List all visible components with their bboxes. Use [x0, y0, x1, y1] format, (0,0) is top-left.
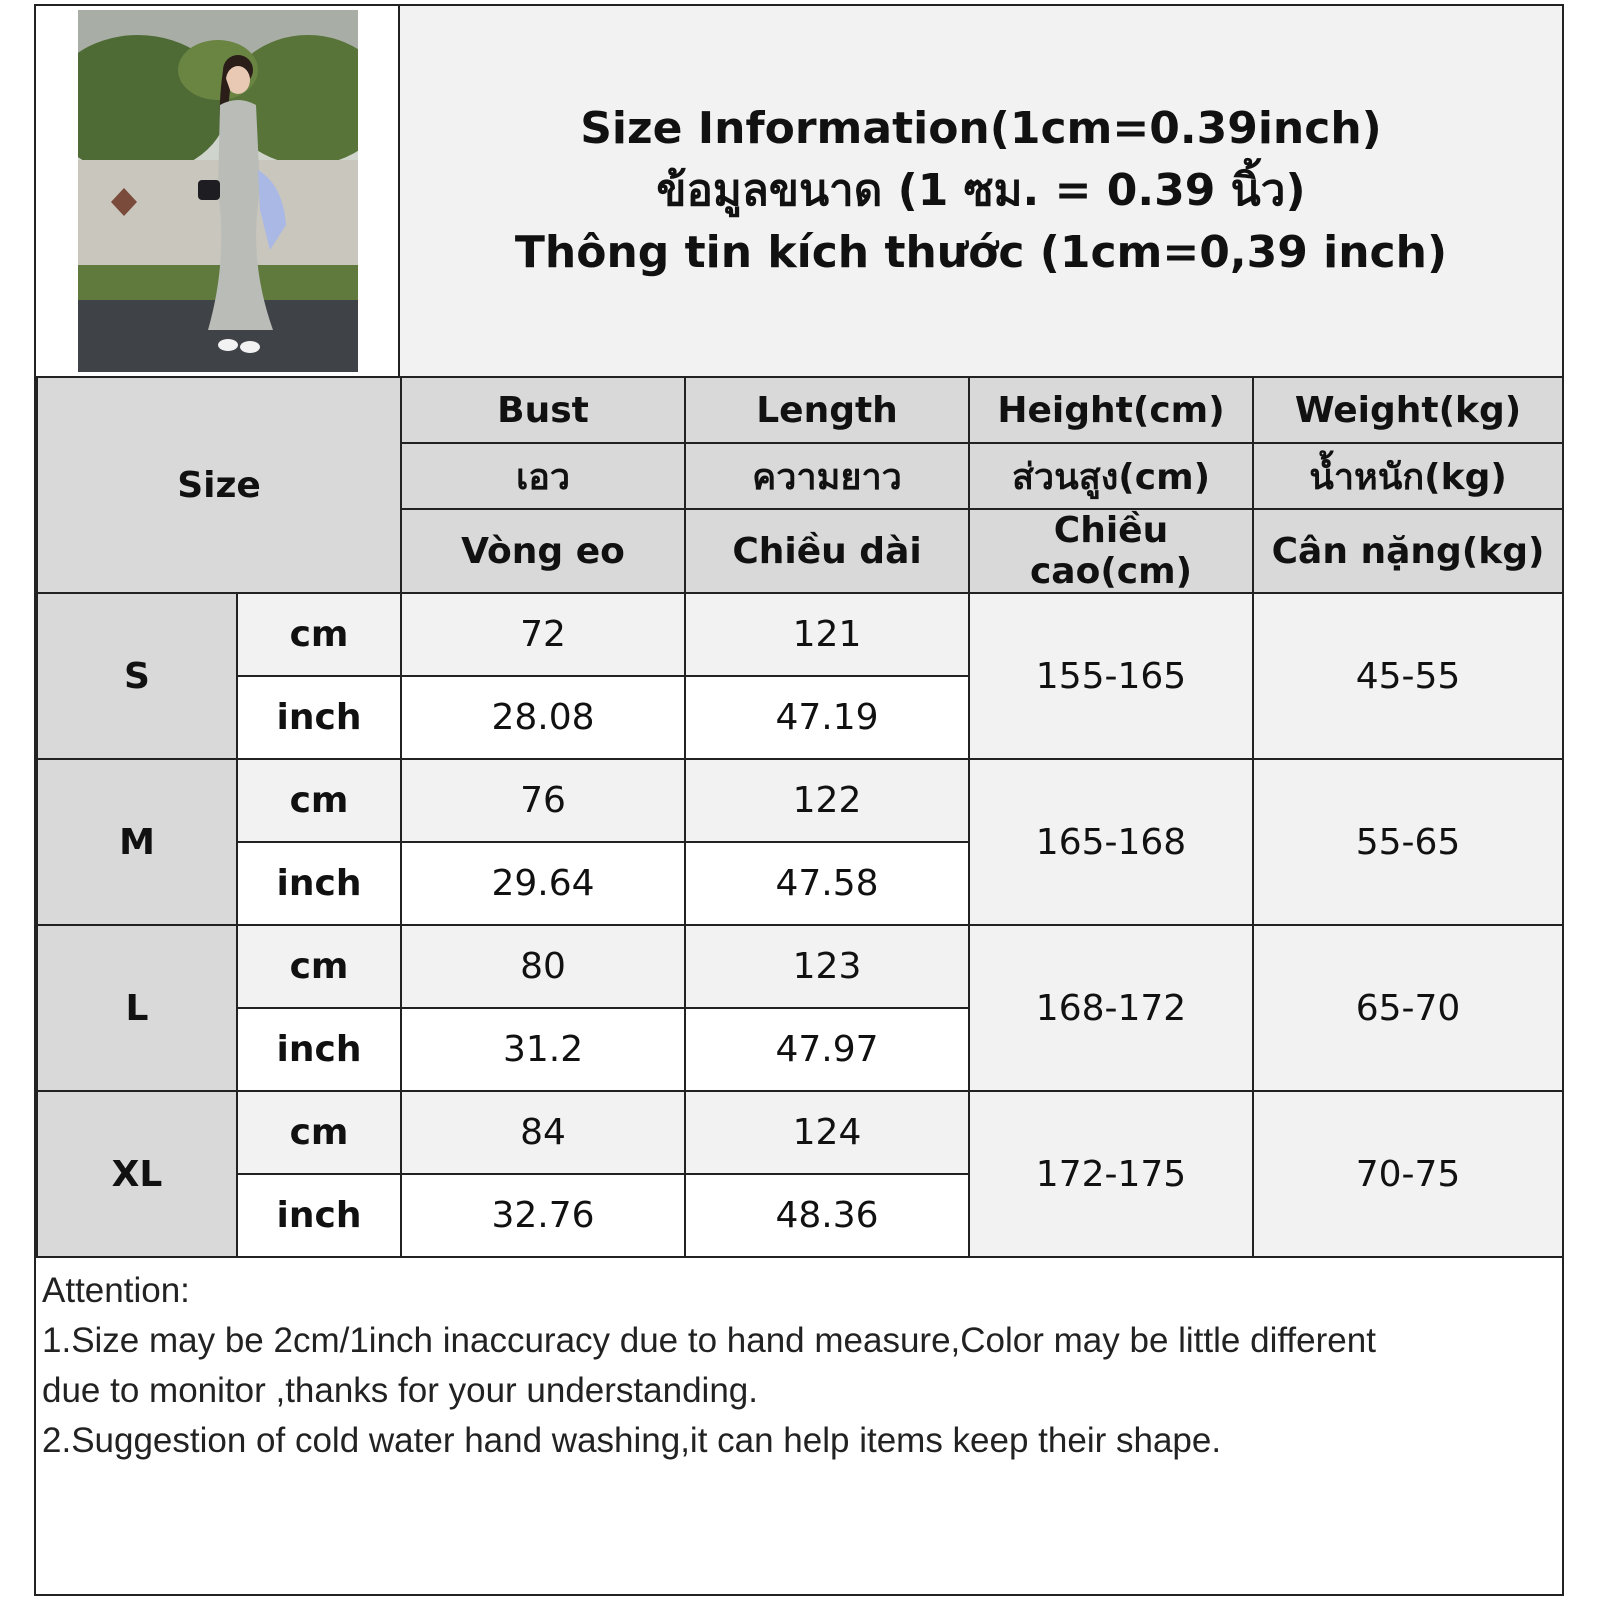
size-label-m: M [37, 759, 237, 925]
title-line-english: Size Information(1cm=0.39inch) [580, 103, 1382, 154]
notes-heading: Attention: [42, 1271, 190, 1310]
size-info-title [400, 6, 1562, 376]
product-photo [78, 10, 358, 372]
product-photo-cell [36, 6, 400, 376]
title-line-thai: ข้อมูลขนาด (1 ซม. = 0.39 นิ้ว) [656, 165, 1306, 216]
title-line-vietnamese: Thông tin kích thước (1cm=0,39 inch) [514, 227, 1448, 278]
length-inch-value: 47.19 [685, 676, 969, 759]
col-header-weight-en: Weight(kg) [1253, 377, 1563, 443]
unit-label-cm: cm [237, 759, 401, 842]
col-header-bust-vi: Vòng eo [401, 509, 685, 593]
length-inch-value: 47.97 [685, 1008, 969, 1091]
bust-cm-value: 84 [401, 1091, 685, 1174]
note-line-2: 2.Suggestion of cold water hand washing,it can help items keep their shape. [42, 1421, 1222, 1460]
col-header-height-vi: Chiều cao(cm) [969, 509, 1253, 593]
bust-inch-value: 29.64 [401, 842, 685, 925]
col-header-length-en: Length [685, 377, 969, 443]
size-label-xl: XL [37, 1091, 237, 1257]
size-header: Size [37, 377, 401, 593]
length-cm-value: 123 [685, 925, 969, 1008]
note-line-1: 1.Size may be 2cm/1inch inaccuracy due to hand measure,Color may be little different [42, 1321, 1376, 1360]
note-line-1-continued: due to monitor ,thanks for your understanding. [42, 1371, 758, 1410]
col-header-weight-th: น้ำหนัก(kg) [1253, 443, 1563, 509]
size-chart-sheet [34, 4, 1564, 1596]
bust-cm-value: 76 [401, 759, 685, 842]
weight-range: 70-75 [1253, 1091, 1563, 1257]
length-cm-value: 122 [685, 759, 969, 842]
col-header-length-vi: Chiều dài [685, 509, 969, 593]
unit-label-cm: cm [237, 925, 401, 1008]
col-header-length-th: ความยาว [685, 443, 969, 509]
bust-inch-value: 28.08 [401, 676, 685, 759]
weight-range: 55-65 [1253, 759, 1563, 925]
bust-inch-value: 32.76 [401, 1174, 685, 1257]
unit-label-cm: cm [237, 1091, 401, 1174]
unit-label-inch: inch [237, 1174, 401, 1257]
height-range: 155-165 [969, 593, 1253, 759]
unit-label-inch: inch [237, 1008, 401, 1091]
length-inch-value: 48.36 [685, 1174, 969, 1257]
length-cm-value: 124 [685, 1091, 969, 1174]
unit-label-inch: inch [237, 842, 401, 925]
unit-label-inch: inch [237, 676, 401, 759]
weight-range: 45-55 [1253, 593, 1563, 759]
height-range: 165-168 [969, 759, 1253, 925]
attention-notes [42, 1266, 1554, 1466]
length-inch-value: 47.58 [685, 842, 969, 925]
size-label-s: S [37, 593, 237, 759]
height-range: 168-172 [969, 925, 1253, 1091]
col-header-height-en: Height(cm) [969, 377, 1253, 443]
col-header-bust-th: เอว [401, 443, 685, 509]
unit-label-cm: cm [237, 593, 401, 676]
bust-cm-value: 72 [401, 593, 685, 676]
size-label-l: L [37, 925, 237, 1091]
col-header-bust-en: Bust [401, 377, 685, 443]
bust-inch-value: 31.2 [401, 1008, 685, 1091]
col-header-weight-vi: Cân nặng(kg) [1253, 509, 1563, 593]
weight-range: 65-70 [1253, 925, 1563, 1091]
col-header-height-th: ส่วนสูง(cm) [969, 443, 1253, 509]
height-range: 172-175 [969, 1091, 1253, 1257]
bust-cm-value: 80 [401, 925, 685, 1008]
size-table [36, 376, 1564, 1258]
length-cm-value: 121 [685, 593, 969, 676]
